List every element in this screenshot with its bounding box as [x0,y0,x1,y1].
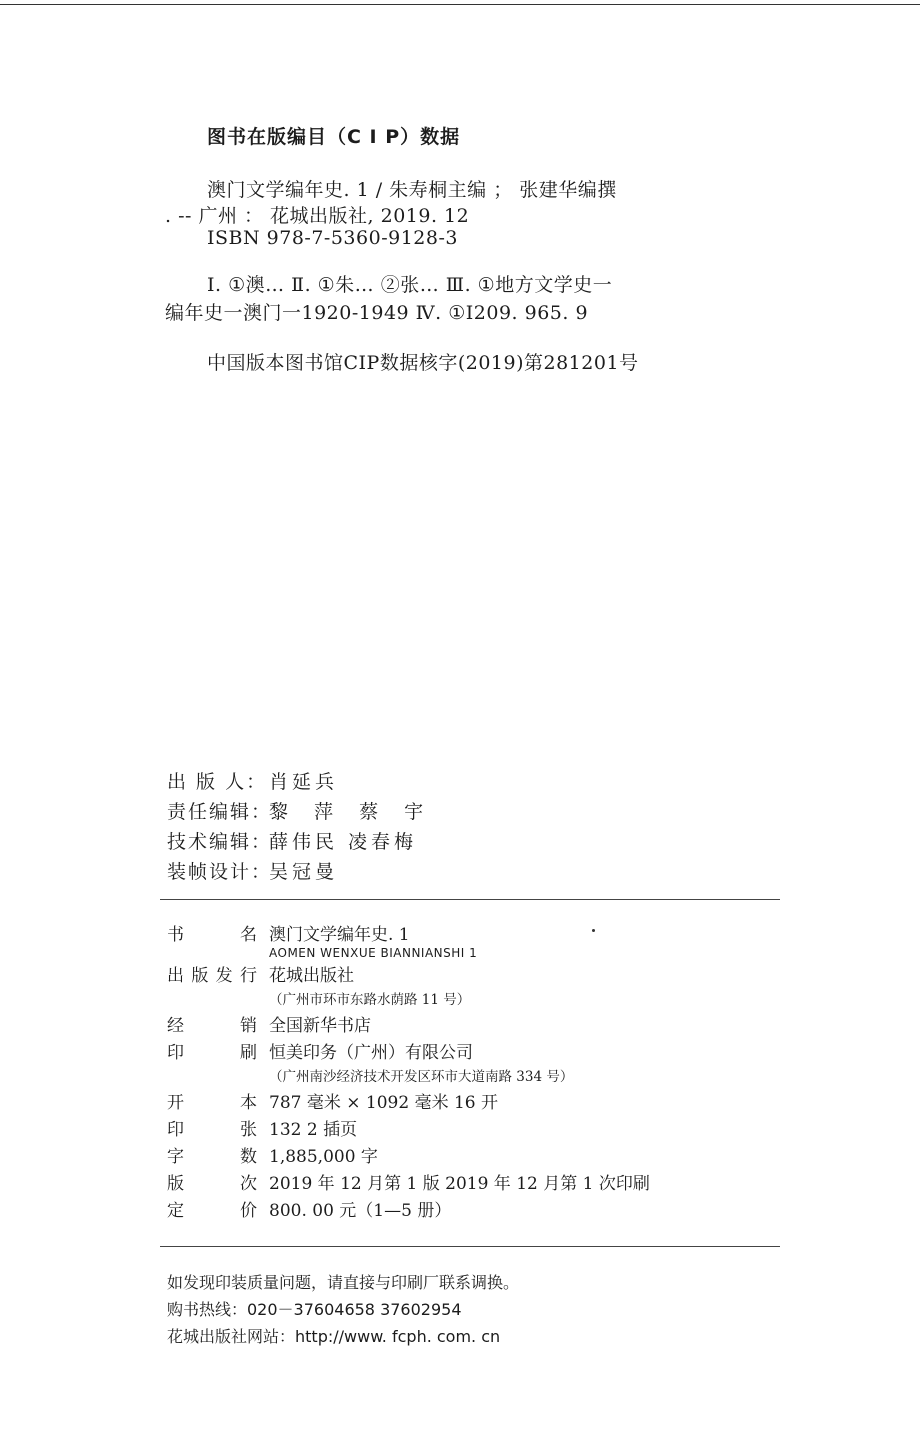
row-format [167,1090,767,1117]
row-publisher [167,963,767,1013]
quality-notice: 如发现印装质量问题，请直接与印刷厂联系调换。 [167,1273,520,1292]
book-name: 澳门文学编年史. 1 [269,925,410,945]
staff-value: 薛伟民 凌春梅 [269,831,418,853]
cip-line-2: . -- 广州 ： 花城出版社, 2019. 12 [165,205,470,227]
words: 1,885,000 字 [269,1147,378,1167]
format-label: 开本 [167,1093,257,1113]
publisher-website: 花城出版社网站：http://www. fcph. com. cn [167,1327,501,1346]
book-name-pinyin: AOMEN WENXUE BIANNIANSHI 1 [269,946,478,960]
printer: 恒美印务（广州）有限公司 [269,1043,473,1063]
cip-title: 图书在版编目（C I P）数据 [207,126,461,148]
price: 800. 00 元（1—5 册） [269,1201,452,1221]
row-price [167,1198,767,1225]
printer-cell [265,1040,767,1090]
sheets: 132 2 插页 [269,1120,358,1140]
top-border-line [0,4,920,5]
book-info-table [167,922,767,1225]
edition: 2019 年 12 月第 1 版 2019 年 12 月第 1 次印刷 [269,1174,650,1194]
divider-bottom [160,1246,780,1247]
book-name-label: 书名 [167,925,257,945]
distributor: 全国新华书店 [269,1016,371,1036]
distributor-label: 经销 [167,1016,257,1036]
staff-technical-editor [167,827,417,854]
sheets-label: 印张 [167,1120,257,1140]
staff-label: 装帧设计： [167,861,273,883]
row-distributor [167,1013,767,1040]
cip-line-4: Ⅰ. ①澳… Ⅱ. ①朱… ②张… Ⅲ. ①地方文学史一 [207,274,613,296]
cip-record-number: 中国版本图书馆CIP数据核字(2019)第281201号 [207,352,639,374]
printer-label: 印刷 [167,1043,257,1063]
row-sheets [167,1117,767,1144]
cip-line-5: 编年史一澳门一1920-1949 Ⅳ. ①I209. 965. 9 [165,302,589,324]
staff-label: 技术编辑： [167,831,273,853]
staff-value: 吴冠曼 [269,861,339,883]
cip-isbn: ISBN 978-7-5360-9128-3 [207,227,458,249]
staff-value: 肖延兵 [269,771,339,793]
edition-label: 版次 [167,1174,257,1194]
publisher-address: （广州市环市东路水荫路 11 号） [269,992,471,1008]
price-label: 定价 [167,1201,257,1221]
staff-value: 黎 萍 蔡 宇 [269,801,434,823]
row-printer [167,1040,767,1090]
row-edition [167,1171,767,1198]
publisher-cell [265,963,767,1013]
purchase-hotline: 购书热线：020－37604658 37602954 [167,1300,462,1319]
staff-editor [167,797,433,824]
publisher: 花城出版社 [269,966,354,986]
divider-top [160,899,780,900]
staff-label: 出 版 人： [167,771,268,793]
format: 787 毫米 × 1092 毫米 16 开 [269,1093,499,1113]
book-name-cell [265,922,767,963]
staff-label: 责任编辑： [167,801,273,823]
staff-designer [167,857,338,884]
row-book-name [167,922,767,963]
printer-address: （广州南沙经济技术开发区环市大道南路 334 号） [269,1069,574,1085]
words-label: 字数 [167,1147,257,1167]
publisher-label: 出版发行 [167,966,257,986]
staff-publisher [167,767,338,794]
cip-line-1: 澳门文学编年史. 1 / 朱寿桐主编 ； 张建华编撰 [207,179,617,201]
row-words [167,1144,767,1171]
